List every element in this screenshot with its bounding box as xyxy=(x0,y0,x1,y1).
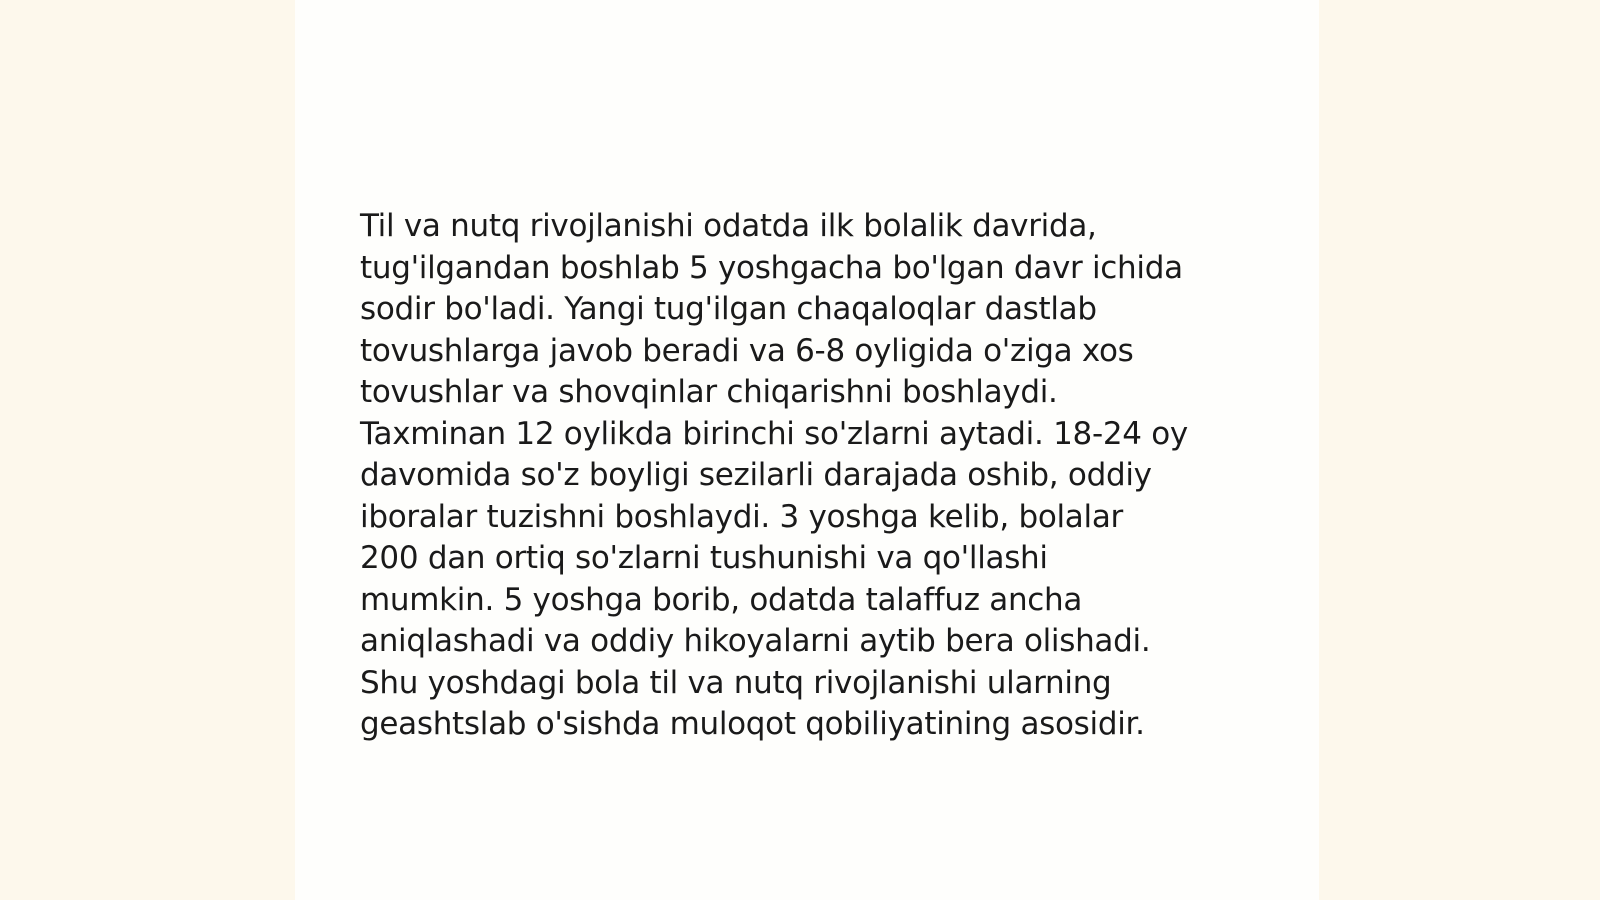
paragraph-line: aniqlashadi va oddiy hikoyalarni aytib bera olishadi. xyxy=(360,623,1151,659)
document-page xyxy=(295,0,1319,900)
paragraph-line: tovushlarga javob beradi va 6-8 oyligida o'ziga xos xyxy=(360,332,1134,369)
paragraph-line: Til va nutq rivojlanishi odatda ilk bolalik davrida, xyxy=(360,208,1097,244)
paragraph-line: iboralar tuzishni boshlaydi. 3 yoshga kelib, bolalar xyxy=(360,498,1123,535)
body-paragraph xyxy=(360,206,1260,746)
paragraph-line: davomida so'z boyligi sezilarli darajada oshib, oddiy xyxy=(360,457,1152,493)
paragraph-line: Taxminan 12 oylikda birinchi so'zlarni aytadi. 18-24 oy xyxy=(360,415,1188,452)
paragraph-line: 200 dan ortiq so'zlarni tushunishi va qo'llashi xyxy=(360,540,1048,576)
paragraph-line: tug'ilgandan boshlab 5 yoshgacha bo'lgan davr ichida xyxy=(360,249,1183,286)
paragraph-line: Shu yoshdagi bola til va nutq rivojlanishi ularning xyxy=(360,664,1112,701)
paragraph-line: geashtslab o'sishda muloqot qobiliyatining asosidir. xyxy=(360,706,1145,742)
paragraph-line: tovushlar va shovqinlar chiqarishni boshlaydi. xyxy=(360,374,1058,410)
paragraph-line: mumkin. 5 yoshga borib, odatda talaffuz ancha xyxy=(360,581,1083,618)
paragraph-line: sodir bo'ladi. Yangi tug'ilgan chaqaloqlar dastlab xyxy=(360,291,1097,327)
